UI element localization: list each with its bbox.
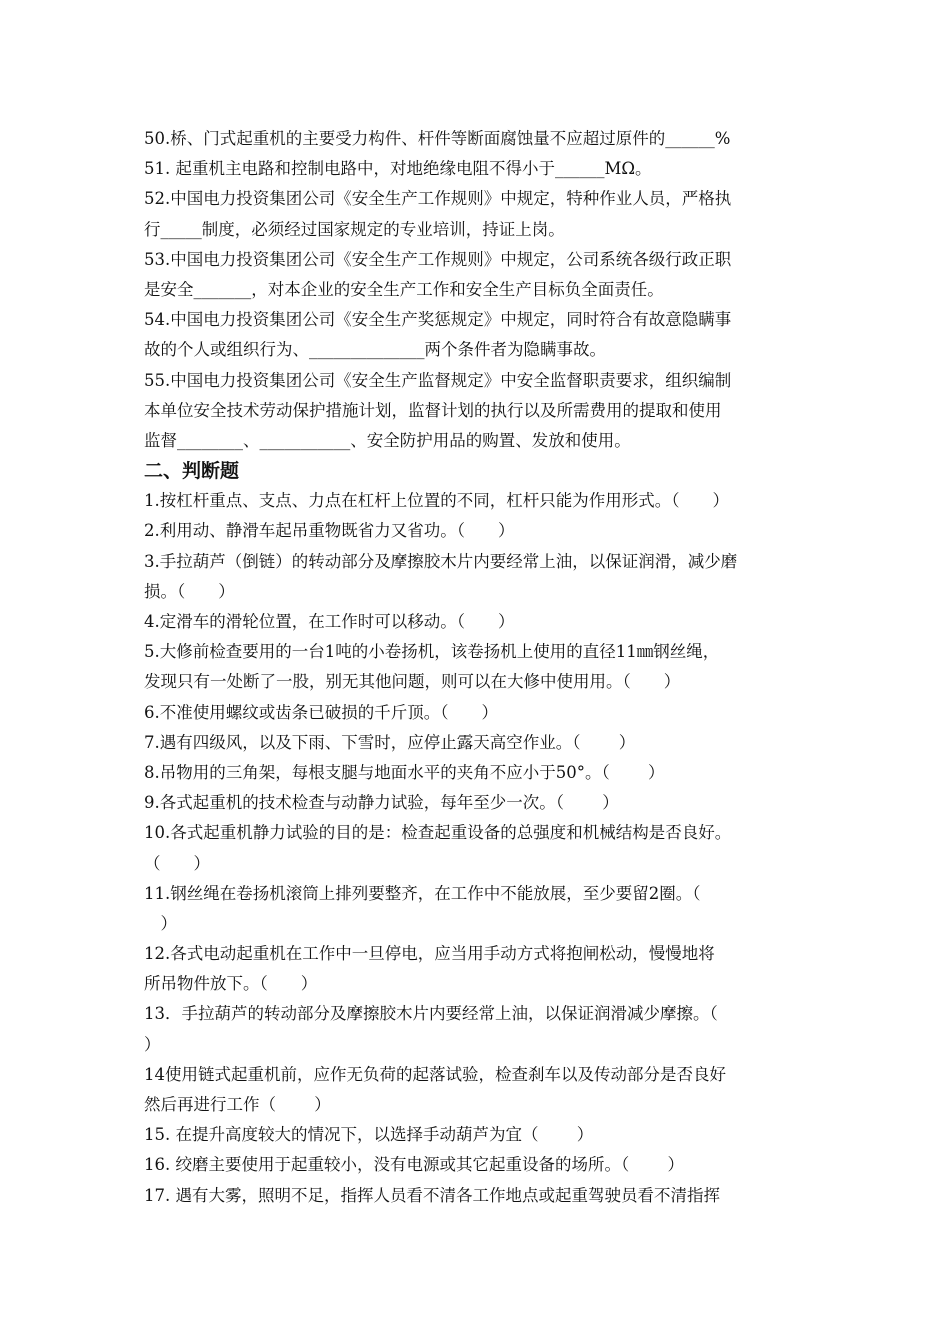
question-line: 3.手拉葫芦（倒链）的转动部分及摩擦胶木片内要经常上油，以保证润滑，减少磨 [144, 551, 738, 571]
judgment-question-17 [144, 1181, 824, 1211]
question-51 [144, 154, 824, 184]
question-line: 55.中国电力投资集团公司《安全生产监督规定》中安全监督职责要求，组织编制 [144, 370, 732, 390]
judgment-question-8 [144, 758, 824, 788]
question-54 [144, 305, 824, 365]
question-line: 发现只有一处断了一股，别无其他问题，则可以在大修中使用用。（ ） [144, 672, 681, 692]
question-line: ） [144, 913, 177, 933]
judgment-question-16 [144, 1150, 824, 1180]
question-line: 17. 遇有大雾，照明不足，指挥人员看不清各工作地点或起重驾驶员看不清指挥 [144, 1185, 720, 1205]
question-55 [144, 366, 824, 457]
question-53 [144, 245, 824, 305]
judgment-question-1 [144, 486, 824, 516]
question-line: 8.吊物用的三角架，每根支腿与地面水平的夹角不应小于50°。（ ） [144, 762, 665, 782]
judgment-question-15 [144, 1120, 824, 1150]
question-line: 13．手拉葫芦的转动部分及摩擦胶木片内要经常上油，以保证润滑减少摩擦。（ [144, 1004, 718, 1024]
fill-in-questions [144, 124, 824, 456]
question-line: ） [144, 1034, 161, 1054]
judgment-question-5 [144, 637, 824, 697]
question-line: 14使用链式起重机前，应作无负荷的起落试验，检查刹车以及传动部分是否良好 [144, 1064, 726, 1084]
question-line: 所吊物件放下。（ ） [144, 974, 318, 994]
judgment-question-13 [144, 999, 824, 1059]
question-50 [144, 124, 824, 154]
question-line: 本单位安全技术劳动保护措施计划，监督计划的执行以及所需费用的提取和使用 [144, 400, 722, 420]
question-line: 行_____制度，必须经过国家规定的专业培训，持证上岗。 [144, 219, 565, 239]
question-line: 16. 绞磨主要使用于起重较小，没有电源或其它起重设备的场所。（ ） [144, 1155, 684, 1175]
question-line: 是安全_______，对本企业的安全生产工作和安全生产目标负全面责任。 [144, 279, 664, 299]
section-heading: 二、判断题 [144, 460, 240, 483]
judgment-question-3 [144, 547, 824, 607]
question-line: 53.中国电力投资集团公司《安全生产工作规则》中规定，公司系统各级行政正职 [144, 249, 732, 269]
judgment-question-14 [144, 1060, 824, 1120]
judgment-question-11 [144, 879, 824, 939]
document-page [144, 124, 824, 1211]
judgment-question-4 [144, 607, 824, 637]
question-line: 11.钢丝绳在卷扬机滚筒上排列要整齐，在工作中不能放展，至少要留2圈。（ [144, 883, 701, 903]
judgment-question-9 [144, 788, 824, 818]
question-line: 2.利用动、静滑车起吊重物既省力又省功。（ ） [144, 521, 515, 541]
question-line: （ ） [144, 853, 210, 873]
question-line: 5.大修前检查要用的一台1吨的小卷扬机，该卷扬机上使用的直径11㎜钢丝绳， [144, 642, 720, 662]
question-52 [144, 184, 824, 244]
question-line: 4.定滑车的滑轮位置，在工作时可以移动。（ ） [144, 612, 515, 631]
question-line: 损。（ ） [144, 581, 235, 601]
question-line: 9.各式起重机的技术检查与动静力试验，每年至少一次。（ ） [144, 793, 619, 813]
judgment-question-2 [144, 516, 824, 546]
question-line: 52.中国电力投资集团公司《安全生产工作规则》中规定，特种作业人员，严格执 [144, 189, 732, 209]
question-line: 7.遇有四级风，以及下雨、下雪时，应停止露天高空作业。（ ） [144, 732, 636, 752]
question-line: 50.桥、门式起重机的主要受力构件、杆件等断面腐蚀量不应超过原件的______% [144, 129, 731, 148]
judgment-question-6 [144, 698, 824, 728]
question-line: 监督________、___________、安全防护用品的购置、发放和使用。 [144, 430, 631, 450]
question-line: 54.中国电力投资集团公司《安全生产奖惩规定》中规定，同时符合有故意隐瞒事 [144, 310, 732, 330]
question-line: 10.各式起重机静力试验的目的是：检查起重设备的总强度和机械结构是否良好。 [144, 823, 732, 843]
question-line: 故的个人或组织行为、______________两个条件者为隐瞒事故。 [144, 340, 606, 360]
question-line: 15. 在提升高度较大的情况下，以选择手动葫芦为宜（ ） [144, 1125, 594, 1145]
judgment-question-12 [144, 939, 824, 999]
judgment-question-7 [144, 728, 824, 758]
question-line: 1.按杠杆重点、支点、力点在杠杆上位置的不同，杠杆只能为作用形式。（ ） [144, 491, 729, 511]
question-line: 51. 起重机主电路和控制电路中，对地绝缘电阻不得小于______MΩ。 [144, 159, 652, 179]
question-line: 6.不准使用螺纹或齿条已破损的千斤顶。（ ） [144, 702, 498, 722]
judgment-question-10 [144, 818, 824, 878]
question-line: 然后再进行工作（ ） [144, 1095, 331, 1114]
judgment-questions [144, 486, 824, 1211]
question-line: 12.各式电动起重机在工作中一旦停电，应当用手动方式将抱闸松动，慢慢地将 [144, 944, 715, 964]
